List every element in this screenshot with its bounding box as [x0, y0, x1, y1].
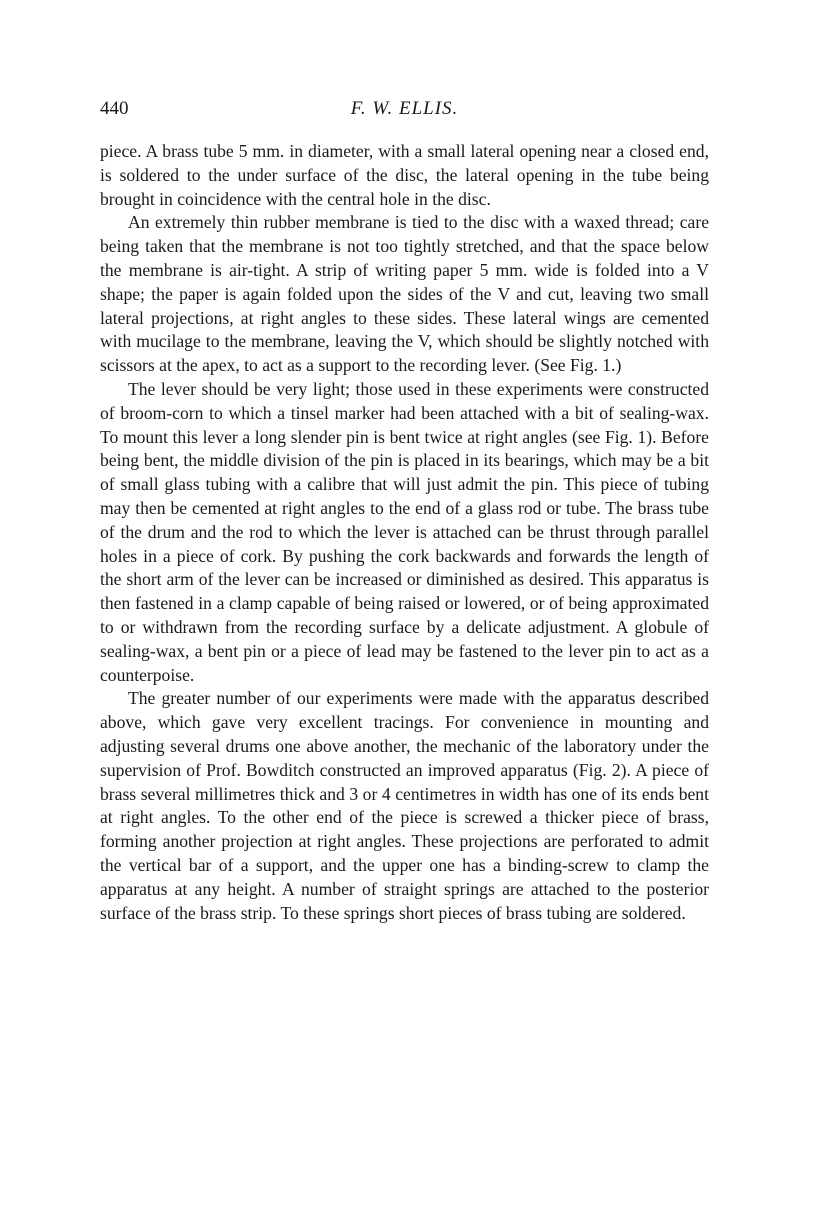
journal-page	[100, 96, 709, 925]
paragraph-apparatus: The greater number of our experiments were made with the apparatus described above, which gave very excellent tracings. For convenience in mounting and adjusting several drums one above another, the mechanic of the laboratory under the supervision of Prof. Bowditch constructed an improved apparatus (Fig. 2). A piece of brass several millimetres thick and 3 or 4 centimetres in width has one of its ends bent at right angles. To the other end of the piece is screwed a thicker piece of brass, forming another projection at right angles. These projections are perforated to admit the vertical bar of a support, and the upper one has a binding-screw to clamp the apparatus at any height. A number of straight springs are attached to the posterior surface of the brass strip. To these springs short pieces of brass tubing are soldered.	[100, 688, 709, 923]
paragraph-lever: The lever should be very light; those used in these experiments were constructed of broom-corn to which a tinsel marker had been attached with a bit of sealing-wax. To mount this lever a long slender pin is bent twice at right angles (see Fig. 1). Before being bent, the middle division of the pin is placed in its bearings, which may be a bit of small glass tubing with a calibre that will just admit the pin. This piece of tubing may then be cemented at right angles to the end of a glass rod or tube. The brass tube of the drum and the rod to which the lever is attached can be thrust through parallel holes in a piece of cork. By pushing the cork backwards and forwards the length of the short arm of the lever can be increased or diminished as desired. This apparatus is then fastened in a clamp capable of being raised or lowered, or of being approximated to or withdrawn from the recording surface by a delicate adjustment. A globule of sealing-wax, a bent pin or a piece of lead may be fastened to the lever pin to act as a counterpoise.	[100, 378, 709, 685]
running-head-author: F. W. ELLIS.	[350, 98, 459, 119]
article-body	[100, 140, 709, 925]
paragraph-membrane: An extremely thin rubber membrane is tied to the disc with a waxed thread; care being taken that the membrane is not too tightly stretched, and that the space below the membrane is air-tight. A strip of writing paper 5 mm. wide is folded into a V shape; the paper is again folded upon the sides of the V and cut, leaving two small lateral projections, at right angles to these sides. These lateral wings are cemented with mucilage to the membrane, leaving the V, which should be slightly notched with scissors at the apex, to act as a support to the recording lever. (See Fig. 1.)	[100, 212, 709, 376]
page-header	[100, 96, 709, 122]
paragraph-continued: piece. A brass tube 5 mm. in diameter, with a small lateral opening near a closed end, is soldered to the under surface of the disc, the lateral opening in the tube being brought in coincidence with the central hole in the disc.	[100, 141, 709, 209]
page-number: 440	[100, 98, 129, 119]
